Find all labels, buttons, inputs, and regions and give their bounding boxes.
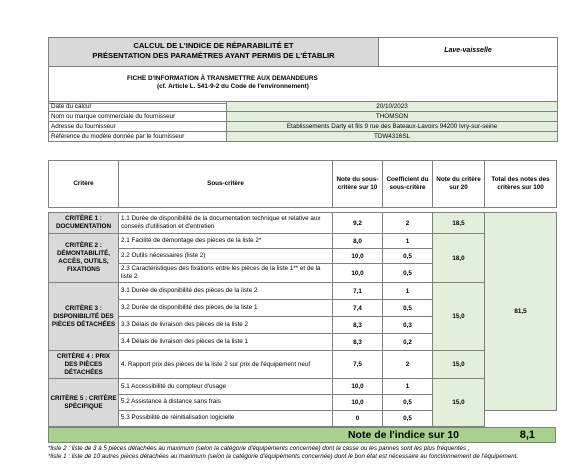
subcriterion-coef: 1 [383,379,433,395]
info-label: Référence du modèle donnée par le fournisseur [49,132,227,141]
info-value: THOMSON [227,112,557,121]
subcriterion-note: 0 [333,410,383,426]
footnote-liste-1: *liste 1 : liste de 10 autres pièces détachées au maximum (selon la catégorie d'équipements concernée) dont le bon état est nécessaire au fonctionnement de l'équipement. [48,453,519,460]
table-row [49,283,557,300]
final-index-label: Note de l'indice sur 10 [347,429,459,441]
column-header-coefficient: Coefficient du sous-critère [383,161,433,208]
table-row [49,213,557,234]
criterion-score: 18,5 [433,213,485,234]
total-score: 81,5 [485,213,557,411]
info-row [49,111,557,121]
criterion-name: CRITÈRE 1 : DOCUMENTATION [49,213,119,234]
subcriterion-label: 1.1 Durée de disponibilité de la documentation technique et relative aux conseils d'utilisation et d'entretien [119,213,333,234]
document-header [48,37,558,104]
subcriterion-note: 8,0 [333,234,383,249]
subcriterion-label: 5.2 Assistance à distance sans frais [119,394,333,410]
info-label: Date du calcul [49,102,227,111]
subcriterion-note: 10,0 [333,379,383,395]
subcriterion-coef: 0,5 [383,249,433,264]
column-header-note: Note du sous-critère sur 10 [333,161,383,208]
criterion-name: CRITÈRE 5 : CRITÈRE SPÉCIFIQUE [49,379,119,427]
subcriterion-note: 7,4 [333,300,383,317]
info-value: Etablissements Darty et fils 9 rue des Bateaux-Lavoirs 94200 Ivry-sur-seine [227,122,557,131]
subcriterion-note: 8,3 [333,317,383,334]
fiche-title: FICHE D'INFORMATION À TRANSMETTRE AUX DEMANDEURS [127,75,318,82]
fiche-reference: (cf. Article L. 541-9-2 du Code de l'environnement) [157,83,309,90]
info-label: Nom ou marque commerciale du fournisseur [49,112,227,121]
subcriterion-note: 7,1 [333,283,383,300]
info-label: Adresse du fournisseur [49,122,227,131]
criterion-name: CRITÈRE 3 : DISPONIBILITÉ DES PIÈCES DÉTACHÉES [49,283,119,351]
info-value: 20/10/2023 [227,102,557,111]
title-line-1: CALCUL DE L'INDICE DE RÉPARABILITÉ ET [133,41,294,50]
footnote-liste-2: *liste 2 : liste de 3 à 5 pièces détachées au maximum (selon la catégorie d'équipements concernée) dont la casse ou les pannes sont les plus fréquentes ; [48,445,470,452]
footnotes [48,445,556,461]
criterion-score: 15,0 [433,283,485,351]
subcriterion-label: 2.3 Caractéristiques des fixations entre les pièces de la liste 1** et de la liste 2 [119,264,333,283]
criterion-name: CRITÈRE 2 : DÉMONTABILITÉ, ACCÈS, OUTILS, FIXATIONS [49,234,119,283]
column-header-sous-critere: Sous-critère [119,161,333,208]
final-index-value: 8,1 [519,429,535,441]
subcriterion-note: 8,3 [333,334,383,351]
column-header-total: Total des notes des critères sur 100 [485,161,557,208]
subcriterion-label: 2.1 Facilité de démontage des pièces de la liste 2* [119,234,333,249]
table-row [49,379,557,395]
subcriterion-label: 4. Rapport prix des pièces de la liste 2 sur prix de l'équipement neuf [119,351,333,379]
criterion-score: 15,0 [433,351,485,379]
info-value: TDW4316SL [227,132,557,141]
column-header-critere: Critère [49,161,119,208]
subcriterion-label: 2.2 Outils nécessaires (liste 2) [119,249,333,264]
subcriterion-note: 10,0 [333,249,383,264]
subcriterion-coef: 0,5 [383,264,433,283]
final-index-bar [48,427,556,443]
column-header-note-critere: Note du critère sur 20 [433,161,485,208]
table-row [49,351,557,379]
subcriterion-coef: 0,2 [383,334,433,351]
subcriterion-coef: 1 [383,234,433,249]
criterion-score: 15,0 [433,379,485,427]
subcriterion-label: 5.3 Possibilité de réinitialisation logicielle [119,410,333,426]
info-row [49,102,557,111]
subcriterion-label: 3.1 Durée de disponibilité des pièces de la liste 2 [119,283,333,300]
table-header-row [49,161,557,208]
document-title [49,38,379,66]
subcriterion-coef: 0,3 [383,317,433,334]
criteria-table [48,160,557,427]
subcriterion-coef: 1 [383,283,433,300]
subcriterion-coef: 2 [383,351,433,379]
subcriterion-coef: 0,5 [383,300,433,317]
supplier-info [48,101,558,142]
criterion-score: 18,0 [433,234,485,283]
subcriterion-coef: 0,5 [383,410,433,426]
subcriterion-coef: 2 [383,213,433,234]
info-row [49,121,557,131]
subcriterion-coef: 0,5 [383,394,433,410]
subcriterion-label: 3.3 Délais de livraison des pièces de la liste 2 [119,317,333,334]
subcriterion-note: 10,0 [333,264,383,283]
subcriterion-label: 3.4 Délais de livraison des pièces de la liste 1 [119,334,333,351]
subcriterion-label: 5.1 Accessibilité du compteur d'usage [119,379,333,395]
subcriterion-note: 7,5 [333,351,383,379]
subcriterion-note: 10,0 [333,394,383,410]
title-line-2: PRÉSENTATION DES PARAMÈTRES AYANT PERMIS DE L'ÉTABLIR [92,51,335,60]
info-row [49,131,557,141]
table-row [49,234,557,249]
subcriterion-note: 9,2 [333,213,383,234]
subcriterion-label: 3.2 Durée de disponibilité des pièces de la liste 1 [119,300,333,317]
criterion-name: CRITÈRE 4 : PRIX DES PIÈCES DÉTACHÉES [49,351,119,379]
product-type: Lave-vaisselle [444,47,492,54]
